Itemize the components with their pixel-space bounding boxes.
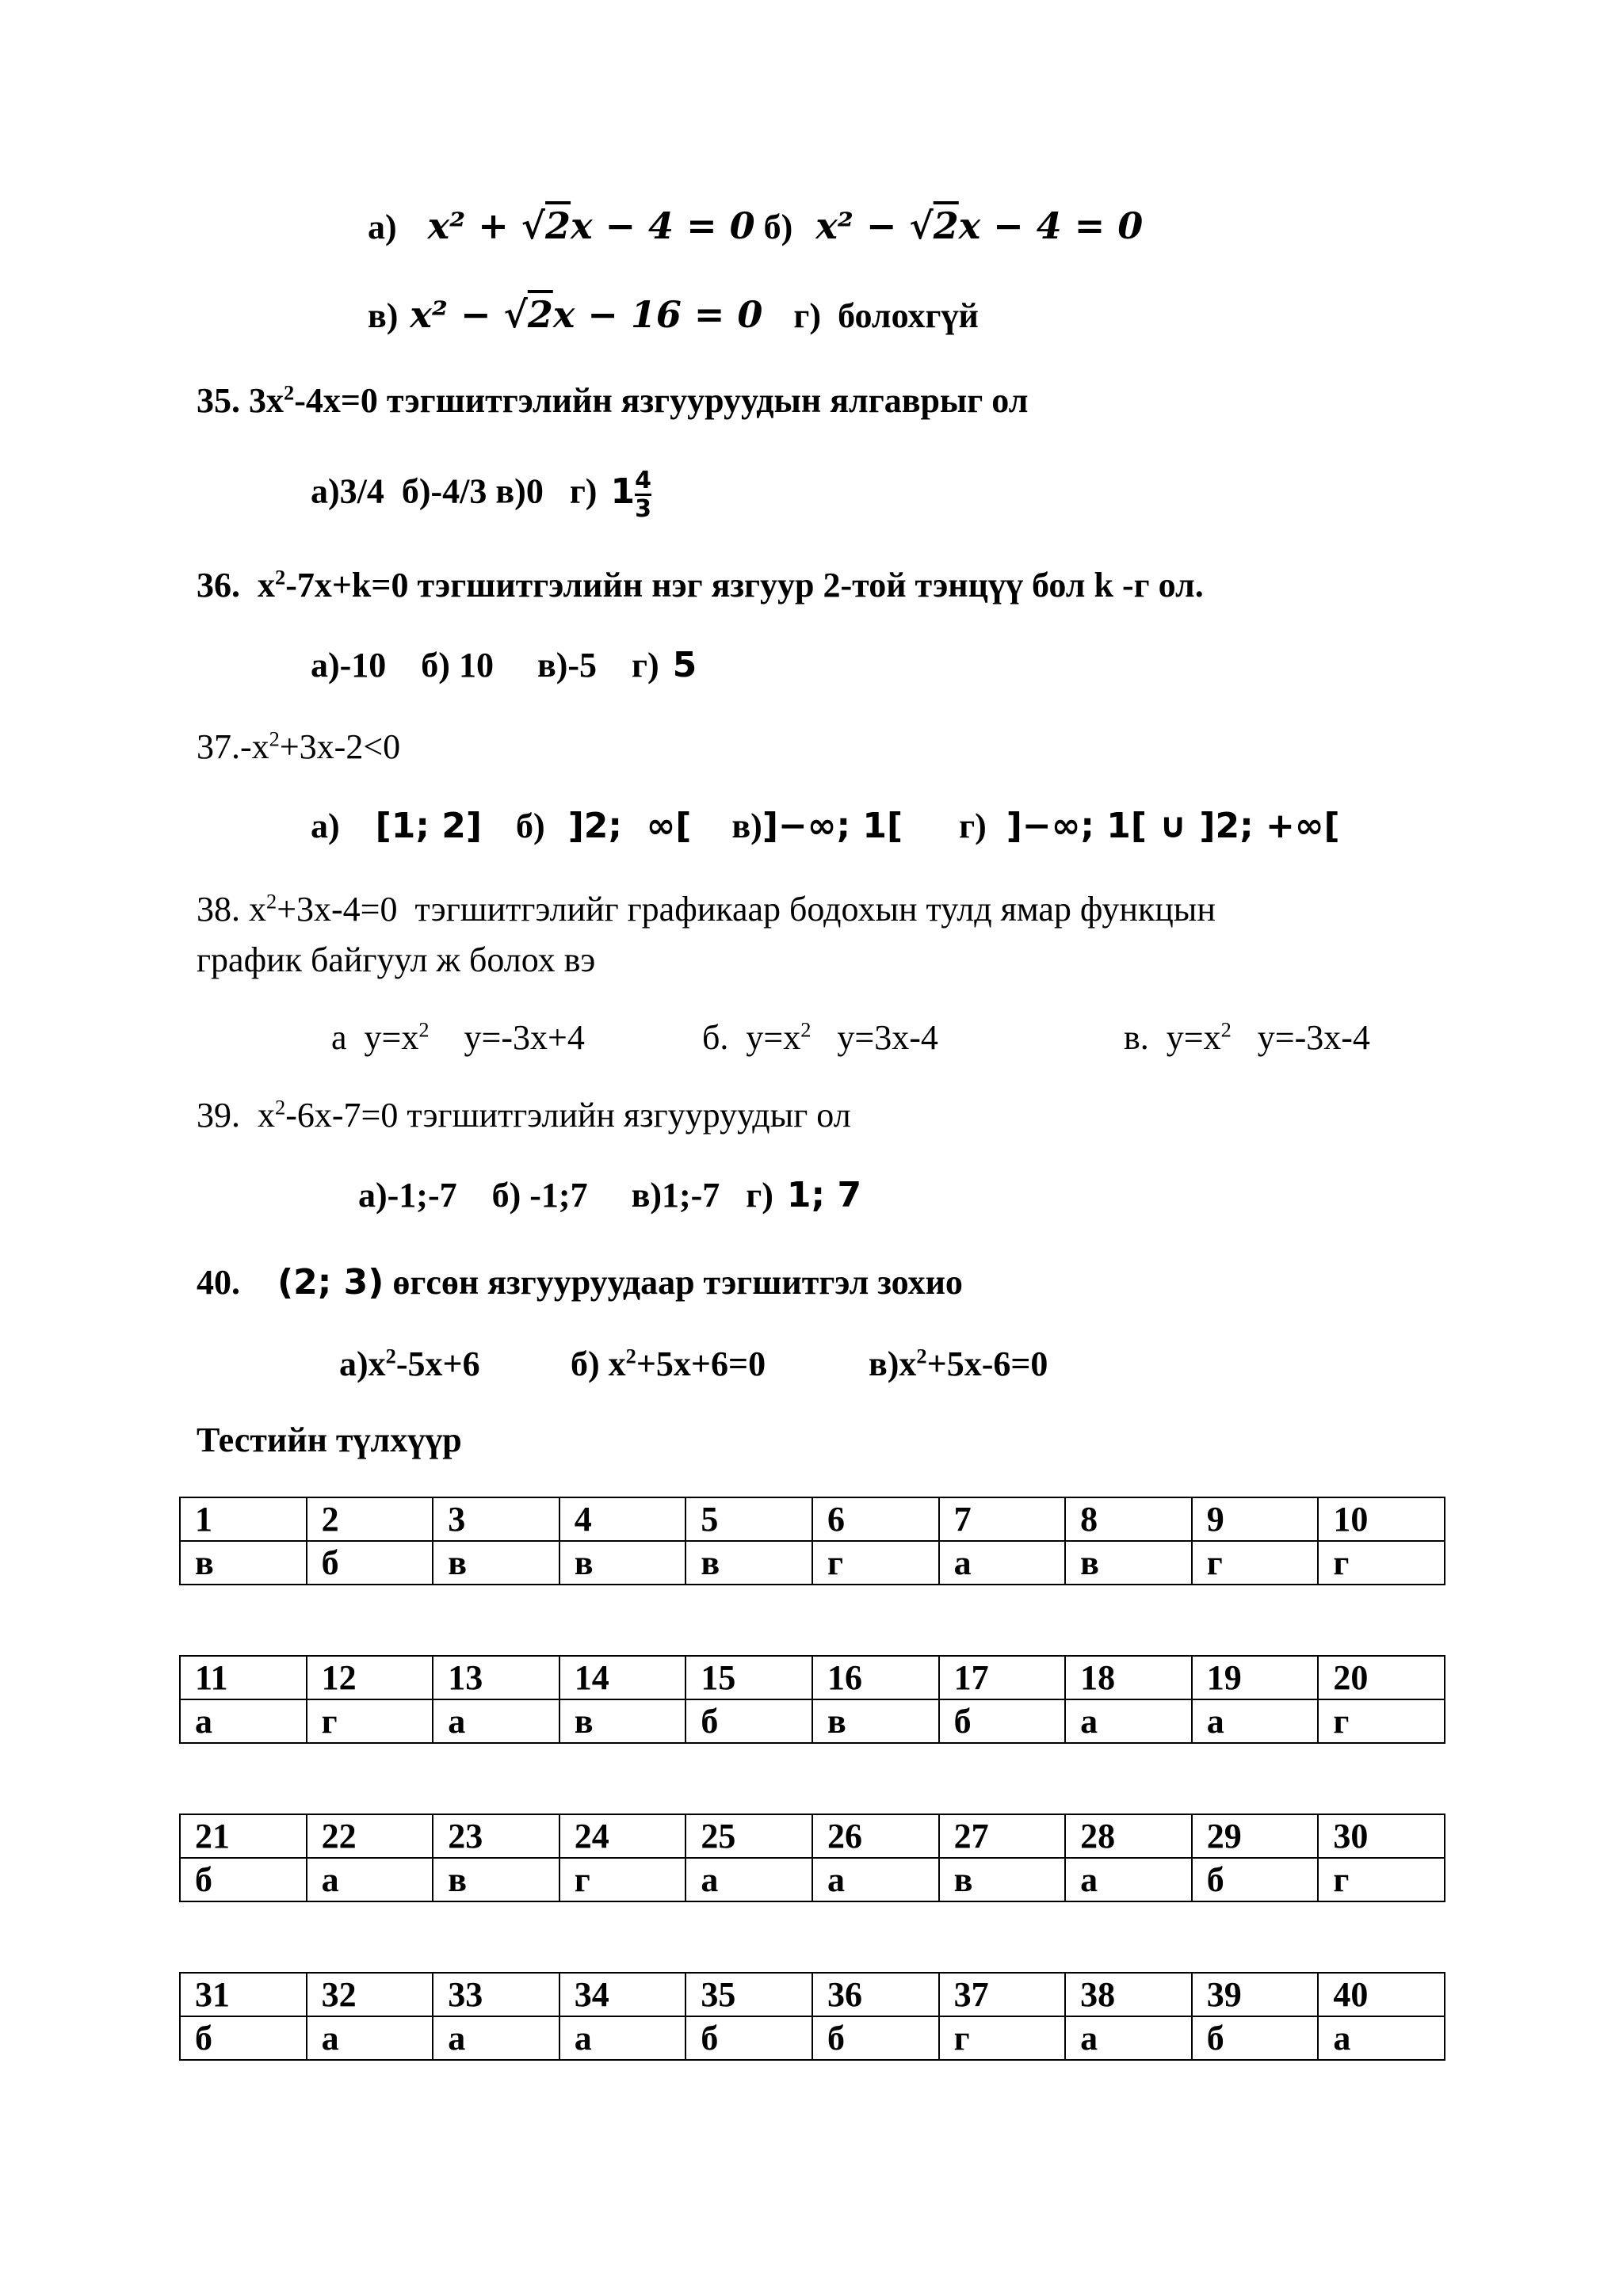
key-number: 4 <box>559 1497 686 1541</box>
key-answer: б <box>180 1858 307 1901</box>
key-answer: б <box>939 1699 1066 1743</box>
key-answer: а <box>180 1699 307 1743</box>
q35-fraction: $\frac{4}{3}$ <box>635 467 651 523</box>
key-number: 25 <box>685 1814 812 1858</box>
key-answer: б <box>1192 2016 1319 2060</box>
key-number: 24 <box>559 1814 686 1858</box>
answer-key-table-3 <box>179 1814 1445 1902</box>
key-number: 32 <box>307 1973 433 2016</box>
key-answer: в <box>433 1858 559 1901</box>
key-number: 26 <box>812 1814 939 1858</box>
q38-option-c: в. $y=x^2$ y=-3x-4 <box>1124 1017 1370 1057</box>
answer-key-title: Тестийн түлхүүр <box>197 1421 462 1459</box>
q36-question: 36. $x^2-7x+k=0$ тэгшитгэлийн нэг язгуур 2-той тэнцүү бол k -г ол. <box>197 565 1204 605</box>
key-answer: в <box>939 1858 1066 1901</box>
key-number: 31 <box>180 1973 307 2016</box>
q38-question-line2: график байгуул ж болох вэ <box>197 940 596 979</box>
key-answer: в <box>1065 1541 1192 1585</box>
key-number: 16 <box>812 1656 939 1699</box>
q38-question: 38. $x^2+3x-4=0$ тэгшитгэлийг графикаар бодохын тулд ямар функцын <box>197 889 1216 929</box>
key-number: 20 <box>1318 1656 1445 1699</box>
key-number: 29 <box>1192 1814 1319 1858</box>
q34-option-row-1 <box>368 204 1143 249</box>
key-answer: г <box>1318 1699 1445 1743</box>
key-number: 30 <box>1318 1814 1445 1858</box>
key-answer: б <box>685 2016 812 2060</box>
key-number: 37 <box>939 1973 1066 2016</box>
answer-key-table-2 <box>179 1655 1445 1744</box>
key-number: 22 <box>307 1814 433 1858</box>
q37-options: а) [1; 2] б) ]2; ∞[ в)]−∞; 1[ г) ]−∞; 1[ ∪ ]2; +∞[ <box>311 806 1340 846</box>
key-number: 13 <box>433 1656 559 1699</box>
key-answer: а <box>1065 1858 1192 1901</box>
q34-a-label: а) <box>368 208 397 246</box>
answer-key-table-1 <box>179 1497 1445 1585</box>
key-answer: а <box>307 1858 433 1901</box>
key-answer: в <box>433 1541 559 1585</box>
key-number: 40 <box>1318 1973 1445 2016</box>
key-answer: г <box>812 1541 939 1585</box>
key-number: 38 <box>1065 1973 1192 2016</box>
q35-question: 35. $3x^2-4x=0$ тэгшитгэлийн язгууруудын ялгаврыг ол <box>197 380 1029 420</box>
q40-option-b: б) $x^2+5x+6=0$ <box>571 1344 766 1383</box>
q40-option-c: $в)x^2+5x-6=0$ <box>869 1344 1048 1383</box>
q36-options: а)-10 б) 10 в)-5 г) 5 <box>311 645 697 685</box>
q37-question: $37.-x^2+3x-2<0$ <box>197 727 401 766</box>
answer-key-table-4 <box>179 1972 1445 2061</box>
key-number: 39 <box>1192 1973 1319 2016</box>
key-answer: г <box>1318 1541 1445 1585</box>
key-answer: в <box>685 1541 812 1585</box>
key-numbers-row <box>180 1497 1445 1541</box>
key-answer: а <box>433 2016 559 2060</box>
key-answer: а <box>1318 2016 1445 2060</box>
key-number: 27 <box>939 1814 1066 1858</box>
key-answer: а <box>939 1541 1066 1585</box>
key-answer: б <box>812 2016 939 2060</box>
q34-b-label: б) <box>763 208 793 246</box>
key-number: 34 <box>559 1973 686 2016</box>
key-number: 7 <box>939 1497 1066 1541</box>
key-answer: а <box>433 1699 559 1743</box>
key-answer: б <box>180 2016 307 2060</box>
key-answer: в <box>180 1541 307 1585</box>
key-answers-row <box>180 2016 1445 2060</box>
key-answer: а <box>1065 1699 1192 1743</box>
key-answer: г <box>559 1858 686 1901</box>
key-answer: в <box>812 1699 939 1743</box>
key-number: 17 <box>939 1656 1066 1699</box>
key-answer: г <box>939 2016 1066 2060</box>
key-number: 23 <box>433 1814 559 1858</box>
key-number: 19 <box>1192 1656 1319 1699</box>
key-number: 36 <box>812 1973 939 2016</box>
key-number: 14 <box>559 1656 686 1699</box>
q38-option-b: б. $y=x^2$ y=3x-4 <box>702 1017 938 1057</box>
key-number: 1 <box>180 1497 307 1541</box>
q34-d-label: г) <box>793 296 822 335</box>
key-answer: а <box>812 1858 939 1901</box>
key-numbers-row <box>180 1973 1445 2016</box>
q39-question: 39. $x^2-6x-7=0$ тэгшитгэлийн язгууруудыг ол <box>197 1095 851 1135</box>
q34-c-label: в) <box>368 296 399 335</box>
key-numbers-row <box>180 1656 1445 1699</box>
key-number: 6 <box>812 1497 939 1541</box>
key-answer: г <box>307 1699 433 1743</box>
key-numbers-row <box>180 1814 1445 1858</box>
key-answers-row <box>180 1699 1445 1743</box>
q35-options: а)3/4 б)-4/3 в)0 г) 1 $\frac{4}{3}$ <box>311 467 651 523</box>
key-number: 2 <box>307 1497 433 1541</box>
q34-a-equation: x² + √2x − 4 = 0 <box>427 204 755 247</box>
key-number: 9 <box>1192 1497 1319 1541</box>
key-answer: в <box>559 1541 686 1585</box>
key-number: 3 <box>433 1497 559 1541</box>
key-number: 35 <box>685 1973 812 2016</box>
key-answer: а <box>1065 2016 1192 2060</box>
key-answer: б <box>307 1541 433 1585</box>
key-number: 12 <box>307 1656 433 1699</box>
key-answer: г <box>1318 1858 1445 1901</box>
q40-question: 40. (2; 3) өгсөн язгууруудаар тэгшитгэл зохио <box>197 1262 963 1302</box>
q34-b-equation: x² − √2x − 4 = 0 <box>815 204 1144 247</box>
q39-options: а)-1;-7 б) -1;7 в)1;-7 г) 1; 7 <box>358 1175 862 1215</box>
key-answer: а <box>685 1858 812 1901</box>
q34-c-equation: x² − √2x − 16 = 0 <box>410 293 763 336</box>
key-number: 8 <box>1065 1497 1192 1541</box>
key-answer: а <box>307 2016 433 2060</box>
key-answer: г <box>1192 1541 1319 1585</box>
key-answer: б <box>1192 1858 1319 1901</box>
key-number: 18 <box>1065 1656 1192 1699</box>
key-answer: б <box>685 1699 812 1743</box>
q34-d-text: болохгүй <box>838 296 979 335</box>
key-answer: а <box>559 2016 686 2060</box>
key-answer: а <box>1192 1699 1319 1743</box>
key-number: 21 <box>180 1814 307 1858</box>
key-answers-row <box>180 1541 1445 1585</box>
key-number: 11 <box>180 1656 307 1699</box>
key-number: 15 <box>685 1656 812 1699</box>
key-answers-row <box>180 1858 1445 1901</box>
key-number: 28 <box>1065 1814 1192 1858</box>
q38-option-a: а $y=x^2$ y=-3x+4 <box>331 1017 585 1057</box>
key-answer: в <box>559 1699 686 1743</box>
q34-option-row-2 <box>368 293 979 338</box>
key-number: 5 <box>685 1497 812 1541</box>
q40-option-a: $а)x^2-5x+6$ <box>339 1344 480 1383</box>
key-number: 33 <box>433 1973 559 2016</box>
key-number: 10 <box>1318 1497 1445 1541</box>
